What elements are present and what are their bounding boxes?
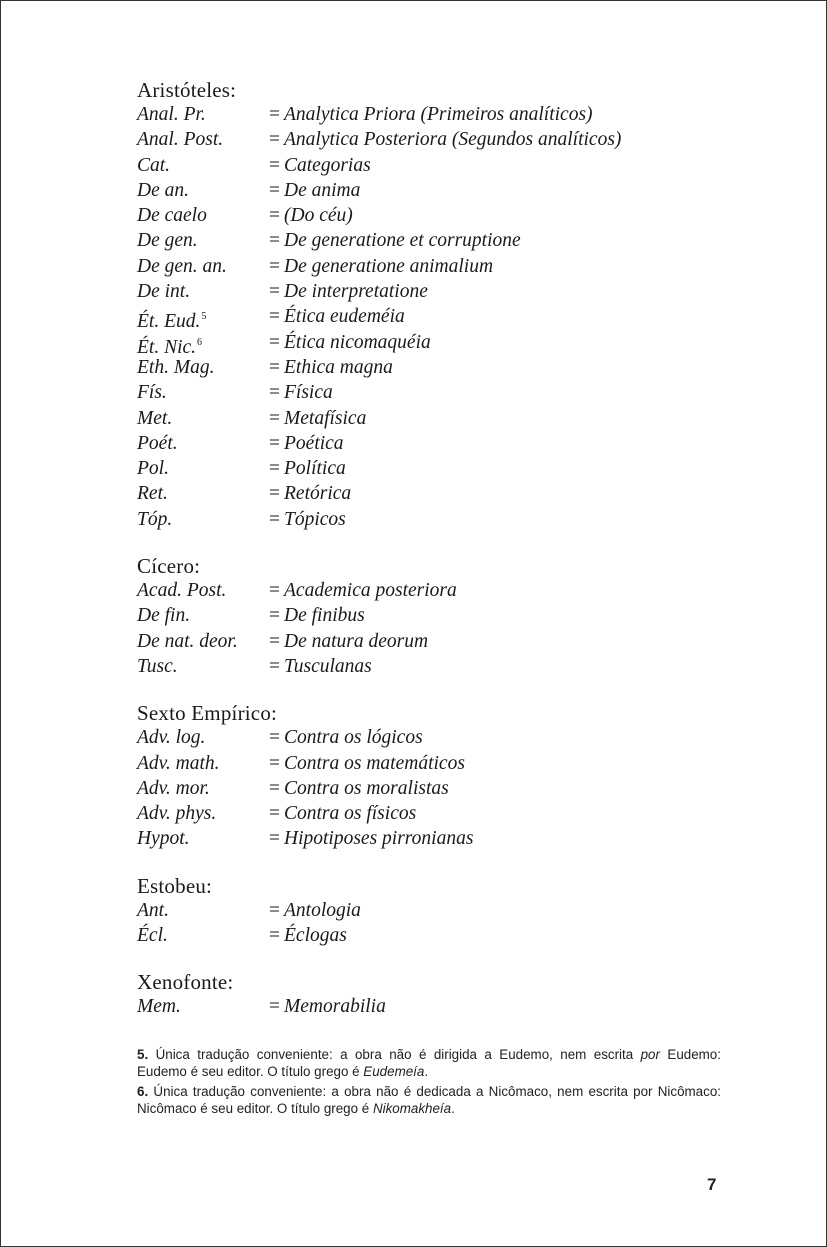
abbreviation-entry [137, 923, 727, 948]
abbreviation-text: Hypot. [137, 828, 190, 850]
equals-sign: = [269, 306, 280, 328]
equals-sign: = [269, 899, 280, 921]
author-section [137, 700, 727, 851]
abbreviation-entry [137, 654, 727, 679]
abbreviation-entry [137, 603, 727, 628]
abbreviation-entry [137, 801, 727, 826]
work-title: Academica posteriora [284, 580, 457, 602]
footnote-emphasis: por [640, 1047, 660, 1062]
abbreviation-text: Anal. Pr. [137, 104, 206, 125]
abbreviation [137, 380, 269, 405]
abbreviation-entry [137, 629, 727, 654]
work-title: De anima [284, 179, 361, 201]
abbreviation [137, 725, 269, 750]
abbreviation-entry [137, 776, 727, 801]
work-title: Contra os lógicos [284, 727, 423, 749]
abbreviation-entry [137, 330, 727, 358]
abbreviation-entry [137, 228, 727, 253]
abbreviation [137, 228, 269, 253]
abbreviation-text: Adv. math. [137, 752, 220, 774]
abbreviation-text: De int. [137, 281, 191, 303]
work-title: (Do céu) [284, 205, 353, 227]
abbreviation-entry [137, 254, 727, 279]
footnote-text: . [451, 1101, 455, 1116]
abbreviation-text: Eth. Mag. [137, 356, 215, 378]
author-heading: Cícero: [137, 554, 201, 579]
author-heading: Aristóteles: [137, 78, 237, 102]
abbreviation [137, 481, 269, 506]
abbreviation-text: Écl. [137, 925, 168, 947]
equals-sign: = [269, 154, 280, 176]
abbreviation-entry [137, 725, 727, 750]
abbreviation [137, 776, 269, 801]
abbreviation-text: Tusc. [137, 655, 178, 677]
abbreviation-entry [137, 178, 727, 203]
abbreviation-text: Tóp. [137, 508, 173, 530]
abbreviation-text: Mem. [137, 996, 181, 1018]
equals-sign: = [269, 331, 280, 353]
abbreviation-entry [137, 153, 727, 178]
equals-sign: = [269, 630, 280, 652]
equals-sign: = [269, 205, 280, 227]
abbreviation-text: Ét. Nic. [137, 336, 197, 358]
work-title: De generatione animalium [284, 255, 494, 277]
abbreviation [137, 629, 269, 654]
abbreviation [137, 178, 269, 203]
abbreviation-entry [137, 456, 727, 481]
abbreviation-text: De fin. [137, 605, 191, 627]
abbreviation-entry [137, 826, 727, 851]
equals-sign: = [269, 179, 280, 201]
author-heading: Xenofonte: [137, 970, 234, 995]
work-title: Metafísica [284, 407, 367, 429]
abbreviation-entry [137, 279, 727, 304]
equals-sign: = [269, 255, 280, 277]
abbreviation-entry [137, 431, 727, 456]
abbreviation [137, 654, 269, 679]
equals-sign: = [269, 407, 280, 429]
equals-sign: = [269, 483, 280, 505]
work-title: Analytica Priora (Primeiros analíticos) [284, 104, 593, 125]
footnote [137, 1083, 721, 1117]
equals-sign: = [269, 104, 280, 125]
abbreviation-text: Fís. [137, 382, 167, 404]
abbreviation [137, 923, 269, 948]
author-heading: Estobeu: [137, 873, 213, 898]
author-section [137, 969, 727, 1019]
footnote-number: 5. [137, 1047, 149, 1062]
equals-sign: = [269, 996, 280, 1018]
abbreviation-entry [137, 507, 727, 532]
abbreviation [137, 127, 269, 152]
abbreviation [137, 153, 269, 178]
abbreviation [137, 279, 269, 304]
abbreviation [137, 801, 269, 826]
abbreviation-text: Poét. [137, 432, 178, 454]
abbreviation-entry [137, 994, 727, 1019]
footnote [137, 1046, 721, 1080]
abbreviation [137, 254, 269, 279]
abbreviation [137, 102, 269, 127]
abbreviation-text: Adv. mor. [137, 777, 210, 799]
work-title: Ética nicomaquéia [284, 331, 431, 353]
equals-sign: = [269, 382, 280, 404]
author-heading: Sexto Empírico: [137, 701, 278, 726]
abbreviation-entry [137, 203, 727, 228]
abbreviation-entry [137, 751, 727, 776]
abbreviation [137, 898, 269, 923]
footnote-text: Única tradução conveniente: a obra não é dedicada a Nicômaco, nem escrita por Nicômaco: Nicômaco é seu editor. O título grego é [137, 1084, 721, 1116]
work-title: Retórica [284, 483, 352, 505]
work-title: Tusculanas [284, 655, 372, 677]
abbreviation-text: Ét. Eud. [137, 311, 201, 333]
work-title: Categorias [284, 154, 371, 176]
work-title: Contra os matemáticos [284, 752, 465, 774]
footnotes [137, 1046, 721, 1120]
abbreviation [137, 355, 269, 380]
equals-sign: = [269, 508, 280, 530]
abbreviation-text: Cat. [137, 154, 171, 176]
abbreviation-entry [137, 898, 727, 923]
abbreviation [137, 330, 269, 358]
abbreviation-entry [137, 355, 727, 380]
abbreviation-text: De gen. an. [137, 255, 227, 277]
work-title: Éclogas [284, 925, 347, 947]
abbreviation [137, 603, 269, 628]
equals-sign: = [269, 356, 280, 378]
work-title: Antologia [284, 899, 361, 921]
footnote-reference: 6 [197, 336, 203, 348]
abbreviation [137, 456, 269, 481]
work-title: Tópicos [284, 508, 346, 530]
footnote-text: Eudemo: Eudemo é seu editor. O título grego é [137, 1047, 721, 1079]
work-title: Memorabilia [284, 996, 386, 1018]
abbreviation-text: Ant. [137, 899, 169, 921]
equals-sign: = [269, 605, 280, 627]
work-title: Física [284, 382, 333, 404]
abbreviation-entry [137, 406, 727, 431]
abbreviation [137, 304, 269, 333]
equals-sign: = [269, 230, 280, 252]
equals-sign: = [269, 458, 280, 480]
work-title: De interpretatione [284, 281, 428, 303]
abbreviation [137, 751, 269, 776]
abbreviation [137, 826, 269, 851]
abbreviation [137, 406, 269, 431]
equals-sign: = [269, 655, 280, 677]
abbreviation [137, 578, 269, 603]
abbreviation-entry [137, 102, 727, 127]
author-section [137, 873, 727, 949]
work-title: Contra os moralistas [284, 777, 449, 799]
footnote-text: Única tradução conveniente: a obra não é dirigida a Eudemo, nem escrita [155, 1047, 641, 1062]
abbreviation-text: Ret. [137, 483, 168, 505]
work-title: Ética eudeméia [284, 306, 405, 328]
abbreviation-entry [137, 380, 727, 405]
work-title: Poética [284, 432, 344, 454]
abbreviation-text: Pol. [137, 458, 169, 480]
abbreviation-entry [137, 304, 727, 333]
abbreviation-text: De caelo [137, 205, 207, 227]
abbreviation [137, 203, 269, 228]
abbreviation [137, 994, 269, 1019]
abbreviation-text: De gen. [137, 230, 198, 252]
author-section [137, 77, 727, 532]
abbreviation [137, 507, 269, 532]
work-title: De finibus [284, 605, 365, 627]
equals-sign: = [269, 129, 280, 151]
equals-sign: = [269, 580, 280, 602]
abbreviation-text: De nat. deor. [137, 630, 238, 652]
work-title: Hipotiposes pirronianas [284, 828, 474, 850]
footnote-number: 6. [137, 1084, 149, 1099]
work-title: De natura deorum [284, 630, 429, 652]
abbreviation-text: Met. [137, 407, 173, 429]
abbreviation-entry [137, 481, 727, 506]
work-title: Analytica Posteriora (Segundos analíticos) [284, 129, 622, 151]
equals-sign: = [269, 803, 280, 825]
work-title: Contra os físicos [284, 803, 417, 825]
work-title: De generatione et corruptione [284, 230, 521, 252]
abbreviation-text: De an. [137, 179, 189, 201]
footnote-greek-title: Nikomakheía [372, 1101, 452, 1116]
equals-sign: = [269, 925, 280, 947]
equals-sign: = [269, 777, 280, 799]
equals-sign: = [269, 752, 280, 774]
equals-sign: = [269, 828, 280, 850]
work-title: Ethica magna [284, 356, 393, 378]
equals-sign: = [269, 281, 280, 303]
work-title: Política [284, 458, 346, 480]
page-number: 7 [707, 1175, 717, 1194]
abbreviation-text: Adv. log. [137, 727, 206, 749]
abbreviation-text: Anal. Post. [137, 129, 224, 151]
footnote-reference: 5 [201, 311, 207, 323]
footnote-text: . [424, 1064, 429, 1079]
abbreviation-text: Acad. Post. [137, 580, 227, 602]
equals-sign: = [269, 727, 280, 749]
abbreviations-list [137, 77, 727, 1041]
equals-sign: = [269, 432, 280, 454]
abbreviation-entry [137, 578, 727, 603]
abbreviation-entry [137, 127, 727, 152]
author-section [137, 553, 727, 679]
abbreviation-text: Adv. phys. [137, 803, 217, 825]
abbreviation [137, 431, 269, 456]
footnote-greek-title: Eudemeía [363, 1064, 425, 1079]
